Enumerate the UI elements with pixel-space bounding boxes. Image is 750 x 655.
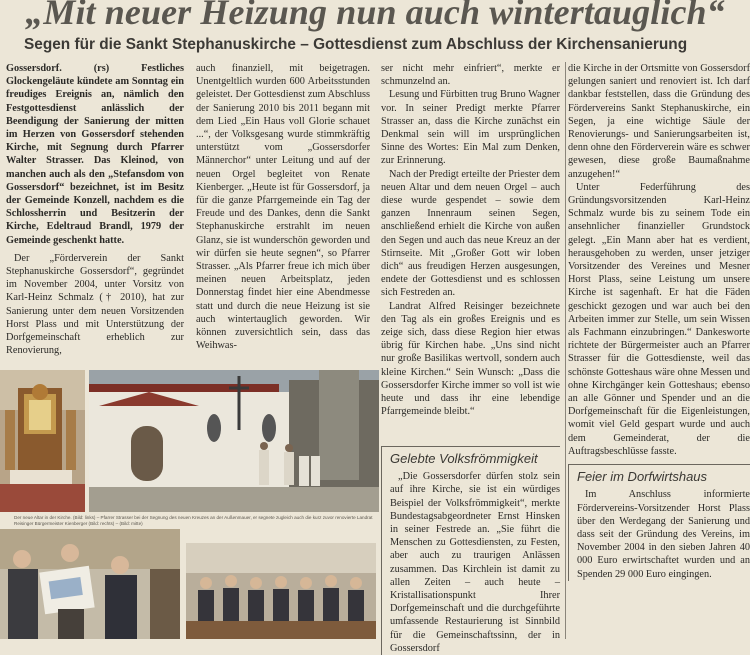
subheadline: Segen für die Sankt Stephanuskirche – Gottesdienst zum Abschluss der Kirchensanierung <box>24 36 688 53</box>
sidebar-box-volksfroemmigkeit <box>381 440 560 654</box>
col1-paragraph: Der „Förderverein der Sankt Stephanuskirche Gossersdorf“, gegründet im November 2004, unter Vorsitz von Karl-Heinz Schmalz († 2010), hat zur Sanierung unter dem neuen Vorsitzenden Horst Plass und mit Unterstützung der Dorfgemeinschaft erheblich zur Renovierung, <box>6 252 184 357</box>
col3-paragraph-4: Landrat Alfred Reisinger bezeichnete den Tag als ein großes Ereignis und es zeige sich, dass diese Region hier etwas übrig für Kirchen habe. „Uns sind nicht nur große Basilikas wertvoll, sondern auch kleine Kirchen.“ Sein Wunsch: „Dass die Gossersdorfer Kirche immer so voll ist wie heute und dass ihr eine lebendige Pfarrgemeinde bleibt.“ <box>381 300 560 418</box>
photo-check-presentation <box>0 529 180 639</box>
box-title: Gelebte Volksfrömmigkeit <box>390 451 538 466</box>
box-frame <box>381 446 560 655</box>
photo-altar <box>0 370 85 512</box>
col4-paragraph-3: Im Anschluss informierte Fördervereins-Vorsitzender Horst Plass über den Werdegang der Sanierung und dass seit der Gründung des Vereins, im November 2004 in den sieben Jahren 40 000 Euro erwirtschaftet wurden und an Spenden 29 000 Euro eingingen. <box>577 489 750 580</box>
photo-church-exterior <box>89 370 379 512</box>
headline: „Mit neuer Heizung nun auch wintertauglich“ <box>25 0 725 32</box>
column-3 <box>381 62 560 434</box>
photo-caption: Der neue Altar in der Kirche. (Bild: links) – Pfarrer Strasser bei der Segnung des neuen Kreuzes an der Außenmauer, er segnete zugleich auch die kurz zuvor renovierte Landrat Reisinger Bürgermeister Kienberger (Bild: rechts) – (Bild: mitte) <box>14 515 373 526</box>
column-divider <box>565 62 566 639</box>
col2-paragraph: auch finanziell, mit beigetragen. Unentgeltlich wurden 600 Arbeitsstunden geleistet. Der Gottesdienst zum Abschluss der Sanierung 2010 bis 2011 begann mit dem Lied „Ein Haus voll Glorie schauet ...“, der Volksgesang wurde stimmkräftig unterstützt vom „Gossersdorfer Männerchor“ unter Leitung und auf der neuen Orgel begleitet von Renate Kienberger. „Heute ist für Gossersdorf, ja für die ganze Pfarrgemeinde ein Tag der Freude und des Dankes, denn die Sankt Stephanuskirche erstrahlt im neuen Glanz, sie ist wunderschön geworden und wir dürfen sie heute segnen“, so Pfarrer Strasser. „Als Pfarrer freue ich mich über meinen neuen Arbeitsplatz, jeden Donnerstag findet hier eine Abendmesse statt und durch die neue Heizung ist sie auch wintertauglich geworden. Wir können zuversichtlich sein, dass das Weihwas- <box>196 63 370 352</box>
column-1 <box>6 62 184 362</box>
col3-paragraph-3: Nach der Predigt erteilte der Priester dem neuen Altar und dem neuen Orgel – auch diese wurde gespendet – sowie dem ganzen Innenraum seinen Segen, anschließend erhielt die Kirche von außen den Segen und auch das neue Kreuz an der Stirnseite. Mit „Großer Gott wir loben dich“ aus freudigen Herzen ausgesungen, endete der Gottesdienst und es schlossen sich Festreden an. <box>381 168 560 299</box>
col4-paragraph-2: Unter Federführung des Gründungsvorsitzenden Karl-Heinz Schmalz wurde bis zu seinem Tode ein ansehnlicher finanzieller Grundstock gelegt. „Ein Mann aber hat es verdient, herausgehoben zu werden, unser jetziger Vorsitzender des Vereines und Mesner Horst Plass, seine Leistung um unsere Kirche ist sagenhaft. Er hat die Fäden geschickt gezogen und war auch bei den Arbeiten immer zur Stelle, um sein Wissen als Fachmann einzubringen.“ Dankesworte richtete der Bürgermeister auch an Pfarrer Strasser für die Gottesdienste, weil das schönste Gotteshaus wäre ohne Messen und ohne Kirchgänger kein Gotteshaus; ebenso an alle Gönner und Spender und an die Dorfgemeinschaft für die Eigenleistungen, womit viel Geld gespart wurde und auch dem Gemeinderat, der die Auftragsbeschlüsse fasste. <box>568 181 750 457</box>
col4-paragraph-1: die Kirche in der Ortsmitte von Gossersdorf gelungen saniert und renoviert ist. Ich darf dankbar feststellen, dass die Gründung des Fördervereins Sankt Stephanuskirche, ein Segen, ja eine wichtige Säule der Renovierungs- und Sanierungsarbeiten ist, denn ohne den Förderverein wäre es schwer gewesen, diese große Baumaßnahme anzugehen!“ <box>568 63 750 180</box>
photo-congregation <box>186 543 376 639</box>
column-4 <box>568 62 750 639</box>
lead-paragraph: Gossersdorf. (rs) Festliches Glockengeläute kündete am Sonntag ein freudiges Ereignis an, nämlich den Festgottesdienst anlässlich der Beendigung der Sanierung der mitten im Herzen von Gossersdorf stehenden Kirche, mit Segnung durch Pfarrer Walter Strasser. Das Kleinod, von manchen auch als den „Stefansdom von Gossersdorf“ bezeichnet, ist im Besitz der Gemeinde Konzell, nachdem es die Schlossherrin und Besitzerin der Kirche, Edeltraud Brandl, 1979 der Gemeinde geschenkt hatte. <box>6 63 184 246</box>
col3-paragraph-2: Lesung und Fürbitten trug Bruno Wagner vor. In seiner Predigt merkte Pfarrer Strasser an, dass die Kirche zunächst ein Denkmal sein will im ursprünglichen Sinne des Wortes: Ein Mal zum Denken, zur Erinnerung. <box>381 89 560 167</box>
box-paragraph: „Die Gossersdorfer dürfen stolz sein auf ihre Kirche, sie ist ein würdiges Beispiel der Volksfrömmigkeit“, merkte Bundestagsabgeordneter Ernst Hinsken in seiner Festrede an. „Sie führt die Menschen zu Gottesdiensten, zu Festen, aber auch zu traurigen Anlässen zusammen. Das Kirchlein ist damit zu allen Zeiten – auch heute – Kristallisationspunkt Ihrer Dorfgemeinschaft und die durchgeführte umfassende Restaurierung ist Sinnbild für die Gemeinschaftssinn, der in Gossersdorf <box>390 471 560 654</box>
col3-paragraph-1: ser nicht mehr einfriert“, merkte er schmunzelnd an. <box>381 63 560 88</box>
column-2 <box>196 62 370 362</box>
box-title: Feier im Dorfwirtshaus <box>577 469 708 485</box>
sidebar-box-dorfwirtshaus <box>568 464 750 581</box>
